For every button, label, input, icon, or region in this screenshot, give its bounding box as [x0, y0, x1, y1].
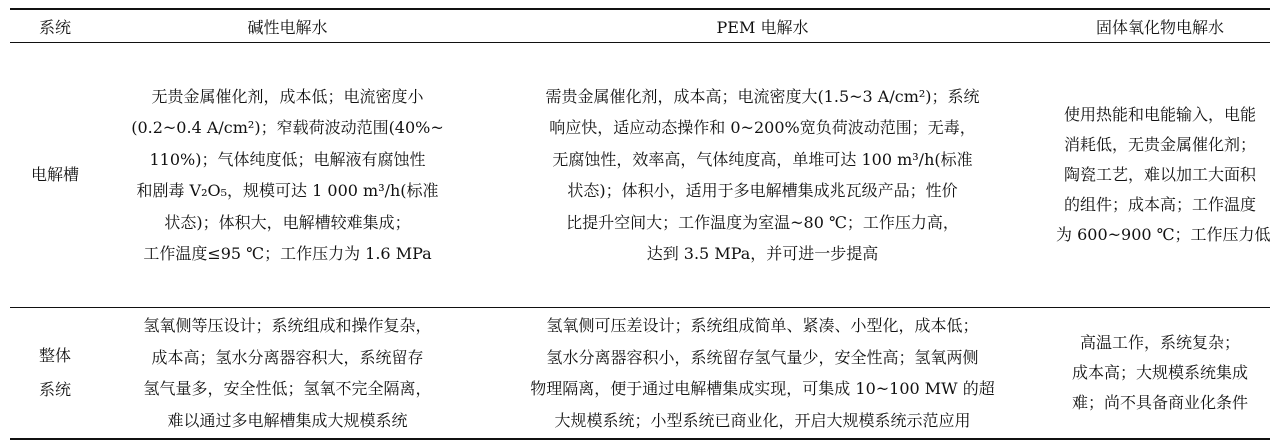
header-alkaline: 碱性电解水 [247, 17, 328, 37]
cell-line: 难；尚不具备商业化条件 [1071, 393, 1248, 412]
cell-line: 氢氧侧等压设计；系统组成和操作复杂， [143, 316, 432, 335]
header-soec: 固体氧化物电解水 [1095, 17, 1224, 37]
cell-line: 氢气量多，安全性低；氢氧不完全隔离， [143, 379, 432, 398]
cell-line: 氢氧侧可压差设计；系统组成简单、紧凑、小型化，成本低； [546, 316, 979, 335]
cell-line: 状态)；体积大，电解槽较难集成； [164, 212, 411, 232]
cell-line: 大规模系统；小型系统已商业化，开启大规模系统示范应用 [554, 410, 971, 430]
table-row-overall-system [10, 308, 1270, 440]
header-row [10, 9, 1270, 43]
cell-line: 难以通过多电解槽集成大规模系统 [167, 410, 408, 430]
table-header [10, 9, 1270, 43]
header-pem: PEM 电解水 [716, 17, 809, 37]
row-label-line: 系统 [38, 380, 71, 399]
cell-line: 氢水分离器容积小，系统留存氢气量少，安全性高；氢氧两侧 [546, 347, 979, 367]
cell-electrolyzer-soec [1050, 43, 1270, 308]
cell-line: 需贵金属催化剂，成本高；电流密度大(1.5~3 A/cm²)；系统 [545, 86, 980, 106]
row-label-overall-system [10, 308, 100, 440]
comparison-table [10, 8, 1270, 440]
table-row-electrolyzer [10, 43, 1270, 308]
row-label-electrolyzer [10, 43, 100, 308]
cell-line: 高温工作，系统复杂； [1079, 333, 1240, 352]
cell-electrolyzer-alkaline [100, 43, 475, 308]
cell-line: 使用热能和电能输入，电能 [1063, 105, 1256, 124]
cell-line: 响应快，适应动态操作和 0~200%宽负荷波动范围；无毒， [549, 118, 976, 137]
cell-line: 消耗低，无贵金属催化剂； [1063, 135, 1256, 154]
row-label-line: 电解槽 [30, 165, 79, 185]
cell-line: 工作温度≤95 ℃；工作压力为 1.6 MPa [143, 244, 432, 263]
cell-line: 成本高；氢水分离器容积大，系统留存 [151, 347, 424, 367]
cell-line: 状态)；体积小，适用于多电解槽集成兆瓦级产品；性价 [567, 181, 958, 200]
table-body [10, 43, 1270, 440]
cell-line: 110%)；气体纯度低；电解液有腐蚀性 [149, 149, 426, 169]
header-system: 系统 [38, 17, 71, 37]
cell-overall-alkaline [100, 308, 475, 440]
row-label-line: 整体 [38, 346, 71, 365]
cell-line: 和剧毒 V₂O₅，规模可达 1 000 m³/h(标准 [136, 181, 439, 200]
cell-line: 陶瓷工艺，难以加工大面积 [1063, 165, 1256, 184]
cell-line: (0.2~0.4 A/cm²)；窄载荷波动范围(40%~ [131, 118, 444, 137]
cell-line: 物理隔离，便于通过电解槽集成实现，可集成 10~100 MW 的超 [530, 379, 995, 398]
cell-electrolyzer-pem [475, 43, 1050, 308]
cell-line: 成本高；大规模系统集成 [1071, 363, 1248, 382]
cell-line: 的组件；成本高；工作温度 [1063, 195, 1256, 214]
cell-overall-pem [475, 308, 1050, 440]
cell-line: 达到 3.5 MPa，并可进一步提高 [646, 244, 879, 263]
cell-overall-soec [1050, 308, 1270, 440]
cell-line: 无贵金属催化剂，成本低；电流密度小 [151, 86, 424, 106]
cell-line: 比提升空间大；工作温度为室温~80 ℃；工作压力高， [566, 212, 959, 232]
cell-line: 无腐蚀性，效率高，气体纯度高，单堆可达 100 m³/h(标准 [552, 149, 973, 169]
cell-line: 为 600~900 ℃；工作压力低 [1056, 225, 1271, 244]
